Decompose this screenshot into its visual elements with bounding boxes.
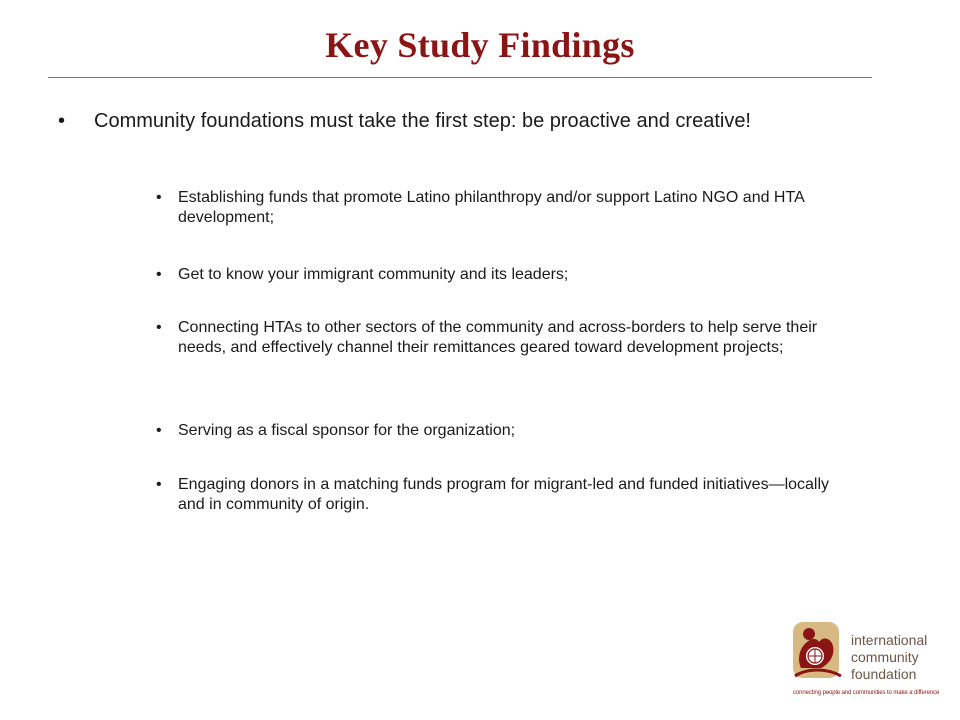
sub-bullet-text: Engaging donors in a matching funds program for migrant-led and funded initiatives—locally and in community of origin.	[178, 476, 830, 513]
bullet-marker: •	[156, 319, 162, 336]
sub-bullet-text: Get to know your immigrant community and its leaders;	[178, 266, 569, 283]
sub-bullet	[156, 475, 836, 515]
bullet-marker: •	[58, 110, 66, 132]
sub-bullet	[156, 318, 836, 358]
sub-bullet	[156, 421, 836, 441]
icf-logo-icon	[787, 620, 847, 684]
main-bullet-text: Community foundations must take the first step: be proactive and creative!	[94, 110, 751, 132]
bullet-marker: •	[156, 189, 162, 206]
logo-text-line3: foundation	[851, 666, 917, 682]
sub-bullet-text: Serving as a fiscal sponsor for the organization;	[178, 422, 516, 439]
bullet-marker: •	[156, 476, 162, 493]
sub-bullet-text: Establishing funds that promote Latino philanthropy and/or support Latino NGO and HTA development;	[178, 189, 804, 226]
title-divider	[48, 77, 872, 78]
icf-logo	[787, 620, 940, 700]
slide-title: Key Study Findings	[325, 25, 635, 65]
bullet-marker: •	[156, 422, 162, 439]
logo-text-line1: international	[851, 632, 928, 648]
bullet-marker: •	[156, 266, 162, 283]
sub-bullet-text: Connecting HTAs to other sectors of the community and across-borders to help serve their needs, and effectively channel their remittances geared toward development projects;	[178, 319, 818, 356]
sub-bullet	[156, 188, 836, 228]
main-bullet	[58, 109, 838, 133]
logo-tagline: connecting people and communities to make a difference	[793, 690, 940, 696]
logo-text-line2: community	[851, 649, 919, 665]
sub-bullet	[156, 265, 836, 285]
